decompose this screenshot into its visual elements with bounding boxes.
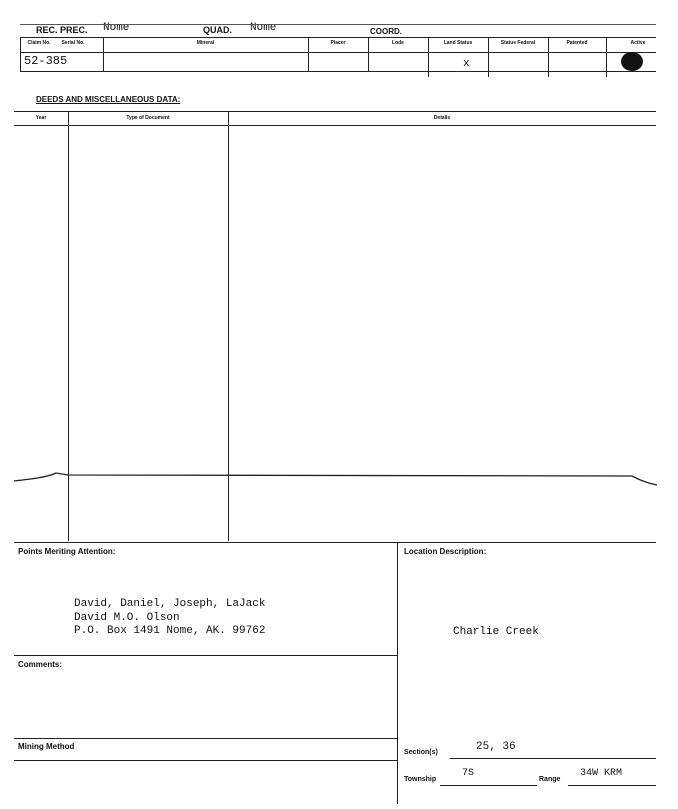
quad-label: QUAD.	[203, 25, 232, 35]
rec-prec-label: REC. PREC.	[36, 25, 88, 35]
range-field	[568, 768, 656, 786]
col-claim-no: Claim No.	[27, 40, 51, 46]
col-year: Year	[35, 115, 47, 121]
comments-label: Comments:	[18, 660, 63, 669]
col-lode: Lode	[392, 40, 404, 46]
range-value: 34W KRM	[580, 768, 623, 779]
rec-prec-value: Nome	[103, 22, 130, 34]
mining-method-label: Mining Method	[18, 742, 75, 751]
col-status-federal: Status Federal	[500, 40, 536, 46]
sections-value: 25, 36	[476, 741, 516, 753]
col-serial-no: Serial No.	[61, 40, 85, 46]
township-label: Township	[404, 776, 437, 783]
quad-value: Nome	[250, 22, 277, 34]
township-field	[440, 768, 537, 786]
sections-label: Section(s)	[404, 749, 438, 756]
active-marker	[621, 52, 643, 71]
deeds-title: DEEDS AND MISCELLANEOUS DATA:	[36, 95, 181, 104]
land-status-mark: x	[463, 58, 470, 70]
points-label: Points Meriting Attention:	[18, 547, 116, 556]
points-line-1: David, Daniel, Joseph, LaJack	[74, 598, 266, 610]
col-land-status: Land Status	[443, 40, 473, 46]
coord-label: COORD.	[370, 27, 402, 36]
wavy-rule	[12, 465, 657, 495]
col-details: Details	[433, 115, 451, 121]
col-placer: Placer	[330, 40, 346, 46]
location-value: Charlie Creek	[453, 626, 539, 638]
sections-field	[450, 741, 656, 759]
range-label: Range	[539, 776, 561, 783]
col-active: Active	[630, 40, 646, 46]
points-line-3: P.O. Box 1491 Nome, AK. 99762	[74, 625, 266, 637]
col-mineral: Mineral	[196, 40, 215, 46]
points-line-2: David M.O. Olson	[74, 612, 180, 624]
col-type-of-document: Type of Document	[126, 115, 170, 121]
location-label: Location Description:	[404, 547, 487, 556]
claim-no-value: 52-385	[24, 54, 68, 68]
township-value: 7S	[462, 768, 475, 779]
col-patented: Patented	[566, 40, 588, 46]
